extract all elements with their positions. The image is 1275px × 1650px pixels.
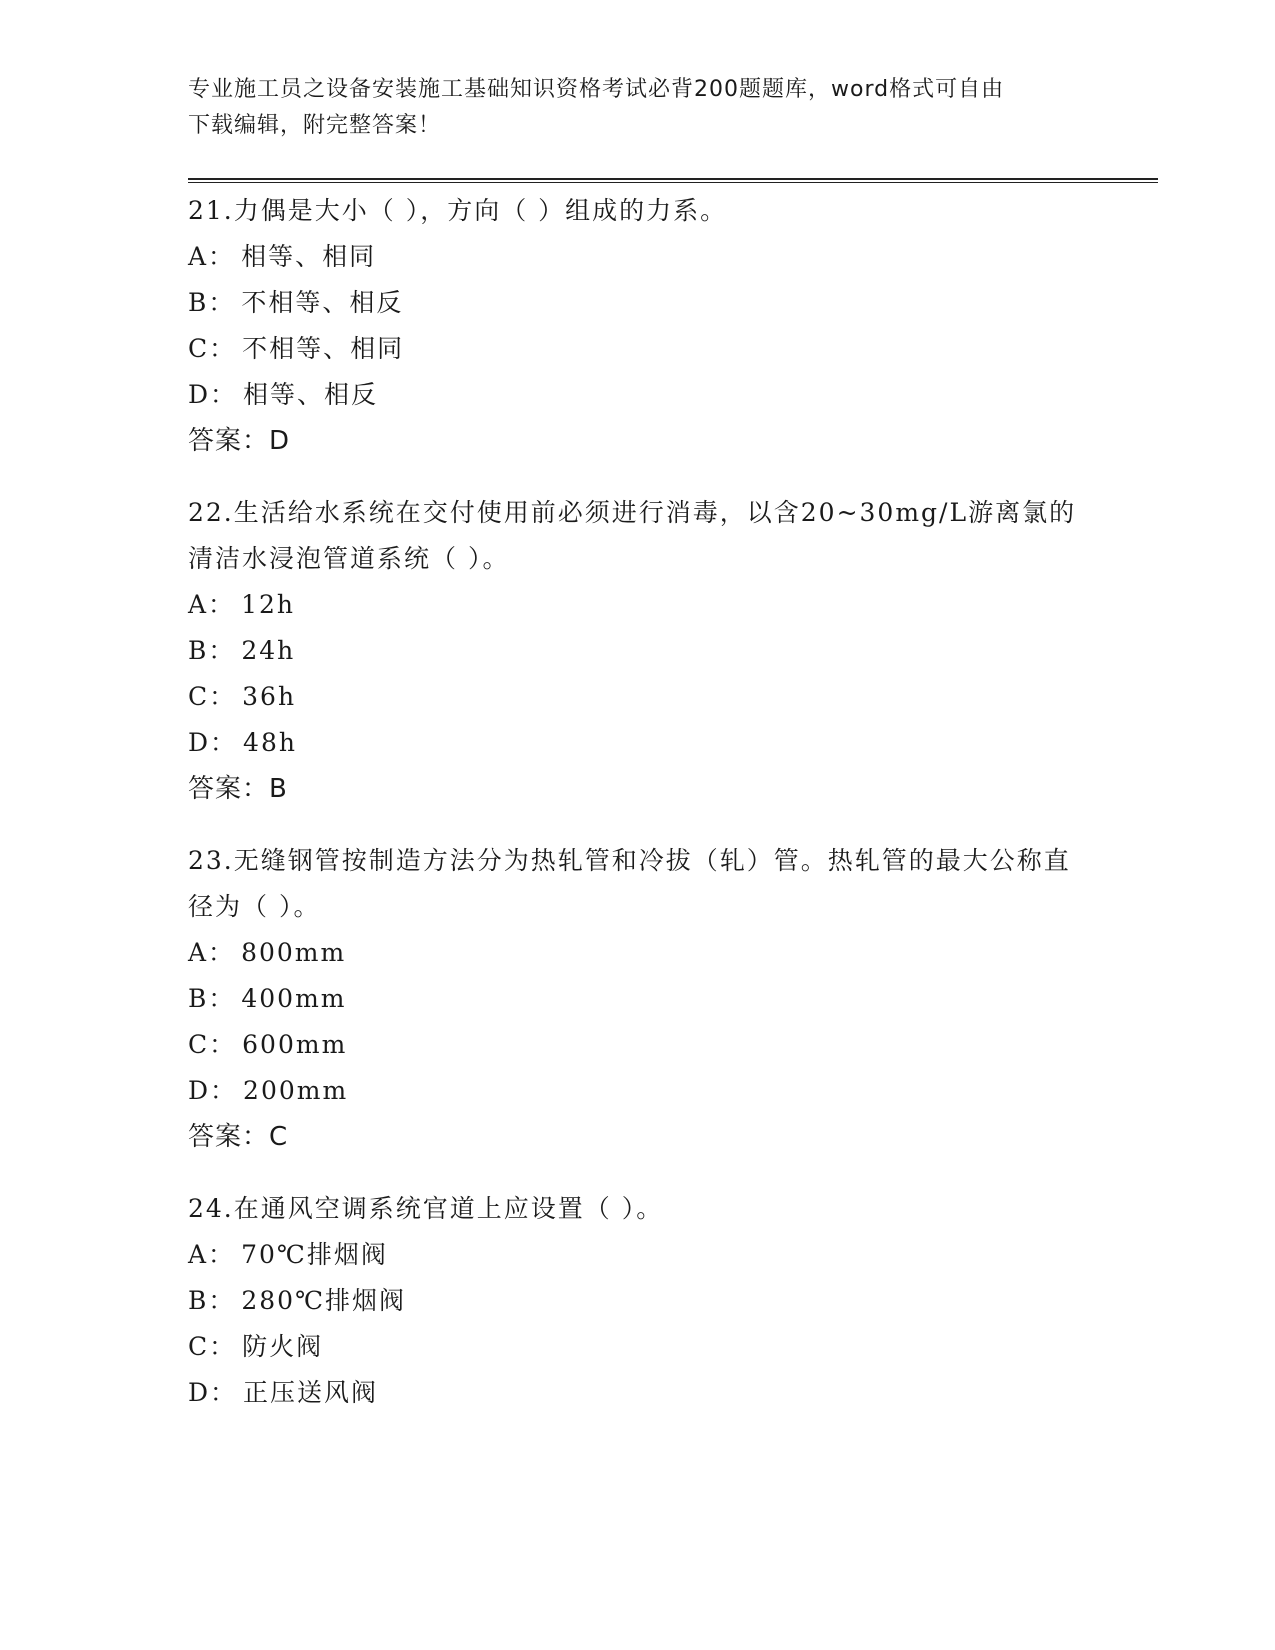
option-d [188, 1068, 1108, 1114]
option-text: 不相等、相同 [242, 334, 405, 363]
option-text: 正压送风阀 [243, 1378, 379, 1407]
option-c [188, 326, 1108, 372]
option-text: 相等、相反 [243, 380, 379, 409]
option-letter: D： [188, 728, 238, 757]
option-b [188, 280, 1108, 326]
option-letter: A： [188, 590, 236, 619]
option-c [188, 1022, 1108, 1068]
option-letter: B： [188, 636, 236, 665]
option-letter: B： [188, 984, 236, 1013]
option-a [188, 582, 1108, 628]
question-24 [188, 1186, 1108, 1416]
question-21 [188, 188, 1108, 464]
option-a [188, 234, 1108, 280]
question-23 [188, 838, 1108, 1160]
option-text: 70℃排烟阀 [241, 1240, 388, 1269]
option-text: 12h [241, 590, 295, 619]
option-letter: B： [188, 1286, 236, 1315]
header-line-2: 下载编辑，附完整答案！ [188, 113, 442, 138]
question-22 [188, 490, 1108, 812]
option-text: 200mm [243, 1076, 349, 1105]
header-line-1: 专业施工员之设备安装施工基础知识资格考试必背200题题库，word格式可自由 [188, 77, 1005, 102]
option-letter: C： [188, 1332, 237, 1361]
option-text: 280℃排烟阀 [241, 1286, 407, 1315]
option-d [188, 372, 1108, 418]
option-letter: A： [188, 1240, 236, 1269]
option-text: 800mm [241, 938, 347, 967]
option-text: 600mm [242, 1030, 348, 1059]
option-b [188, 976, 1108, 1022]
option-c [188, 674, 1108, 720]
document-header [188, 72, 1068, 144]
option-letter: D： [188, 1378, 238, 1407]
option-letter: C： [188, 682, 237, 711]
option-d [188, 720, 1108, 766]
option-letter: C： [188, 1030, 237, 1059]
option-text: 防火阀 [242, 1332, 324, 1361]
option-letter: B： [188, 288, 236, 317]
option-d [188, 1370, 1108, 1416]
option-text: 不相等、相反 [241, 288, 404, 317]
option-text: 400mm [241, 984, 347, 1013]
answer-line: 答案：C [188, 1122, 289, 1152]
option-letter: C： [188, 334, 237, 363]
option-c [188, 1324, 1108, 1370]
option-letter: A： [188, 938, 236, 967]
option-letter: D： [188, 380, 238, 409]
question-stem: 23.无缝钢管按制造方法分为热轧管和冷拔（轧）管。热轧管的最大公称直径为（ ）。 [188, 846, 1071, 921]
option-text: 24h [241, 636, 296, 665]
answer-line: 答案：D [188, 426, 291, 456]
option-b [188, 1278, 1108, 1324]
option-b [188, 628, 1108, 674]
question-stem: 24.在通风空调系统官道上应设置（ ）。 [188, 1194, 664, 1223]
option-text: 48h [243, 728, 297, 757]
option-text: 相等、相同 [241, 242, 377, 271]
option-letter: A： [188, 242, 236, 271]
option-a [188, 1232, 1108, 1278]
answer-line: 答案：B [188, 774, 288, 804]
option-letter: D： [188, 1076, 238, 1105]
question-list [188, 188, 1108, 1442]
option-a [188, 930, 1108, 976]
question-stem: 22.生活给水系统在交付使用前必须进行消毒，以含20~30mg/L游离氯的清洁水浸泡管道系统（ ）。 [188, 498, 1077, 573]
question-stem: 21.力偶是大小（ ），方向（ ）组成的力系。 [188, 196, 728, 225]
header-divider [188, 178, 1158, 183]
option-text: 36h [242, 682, 297, 711]
